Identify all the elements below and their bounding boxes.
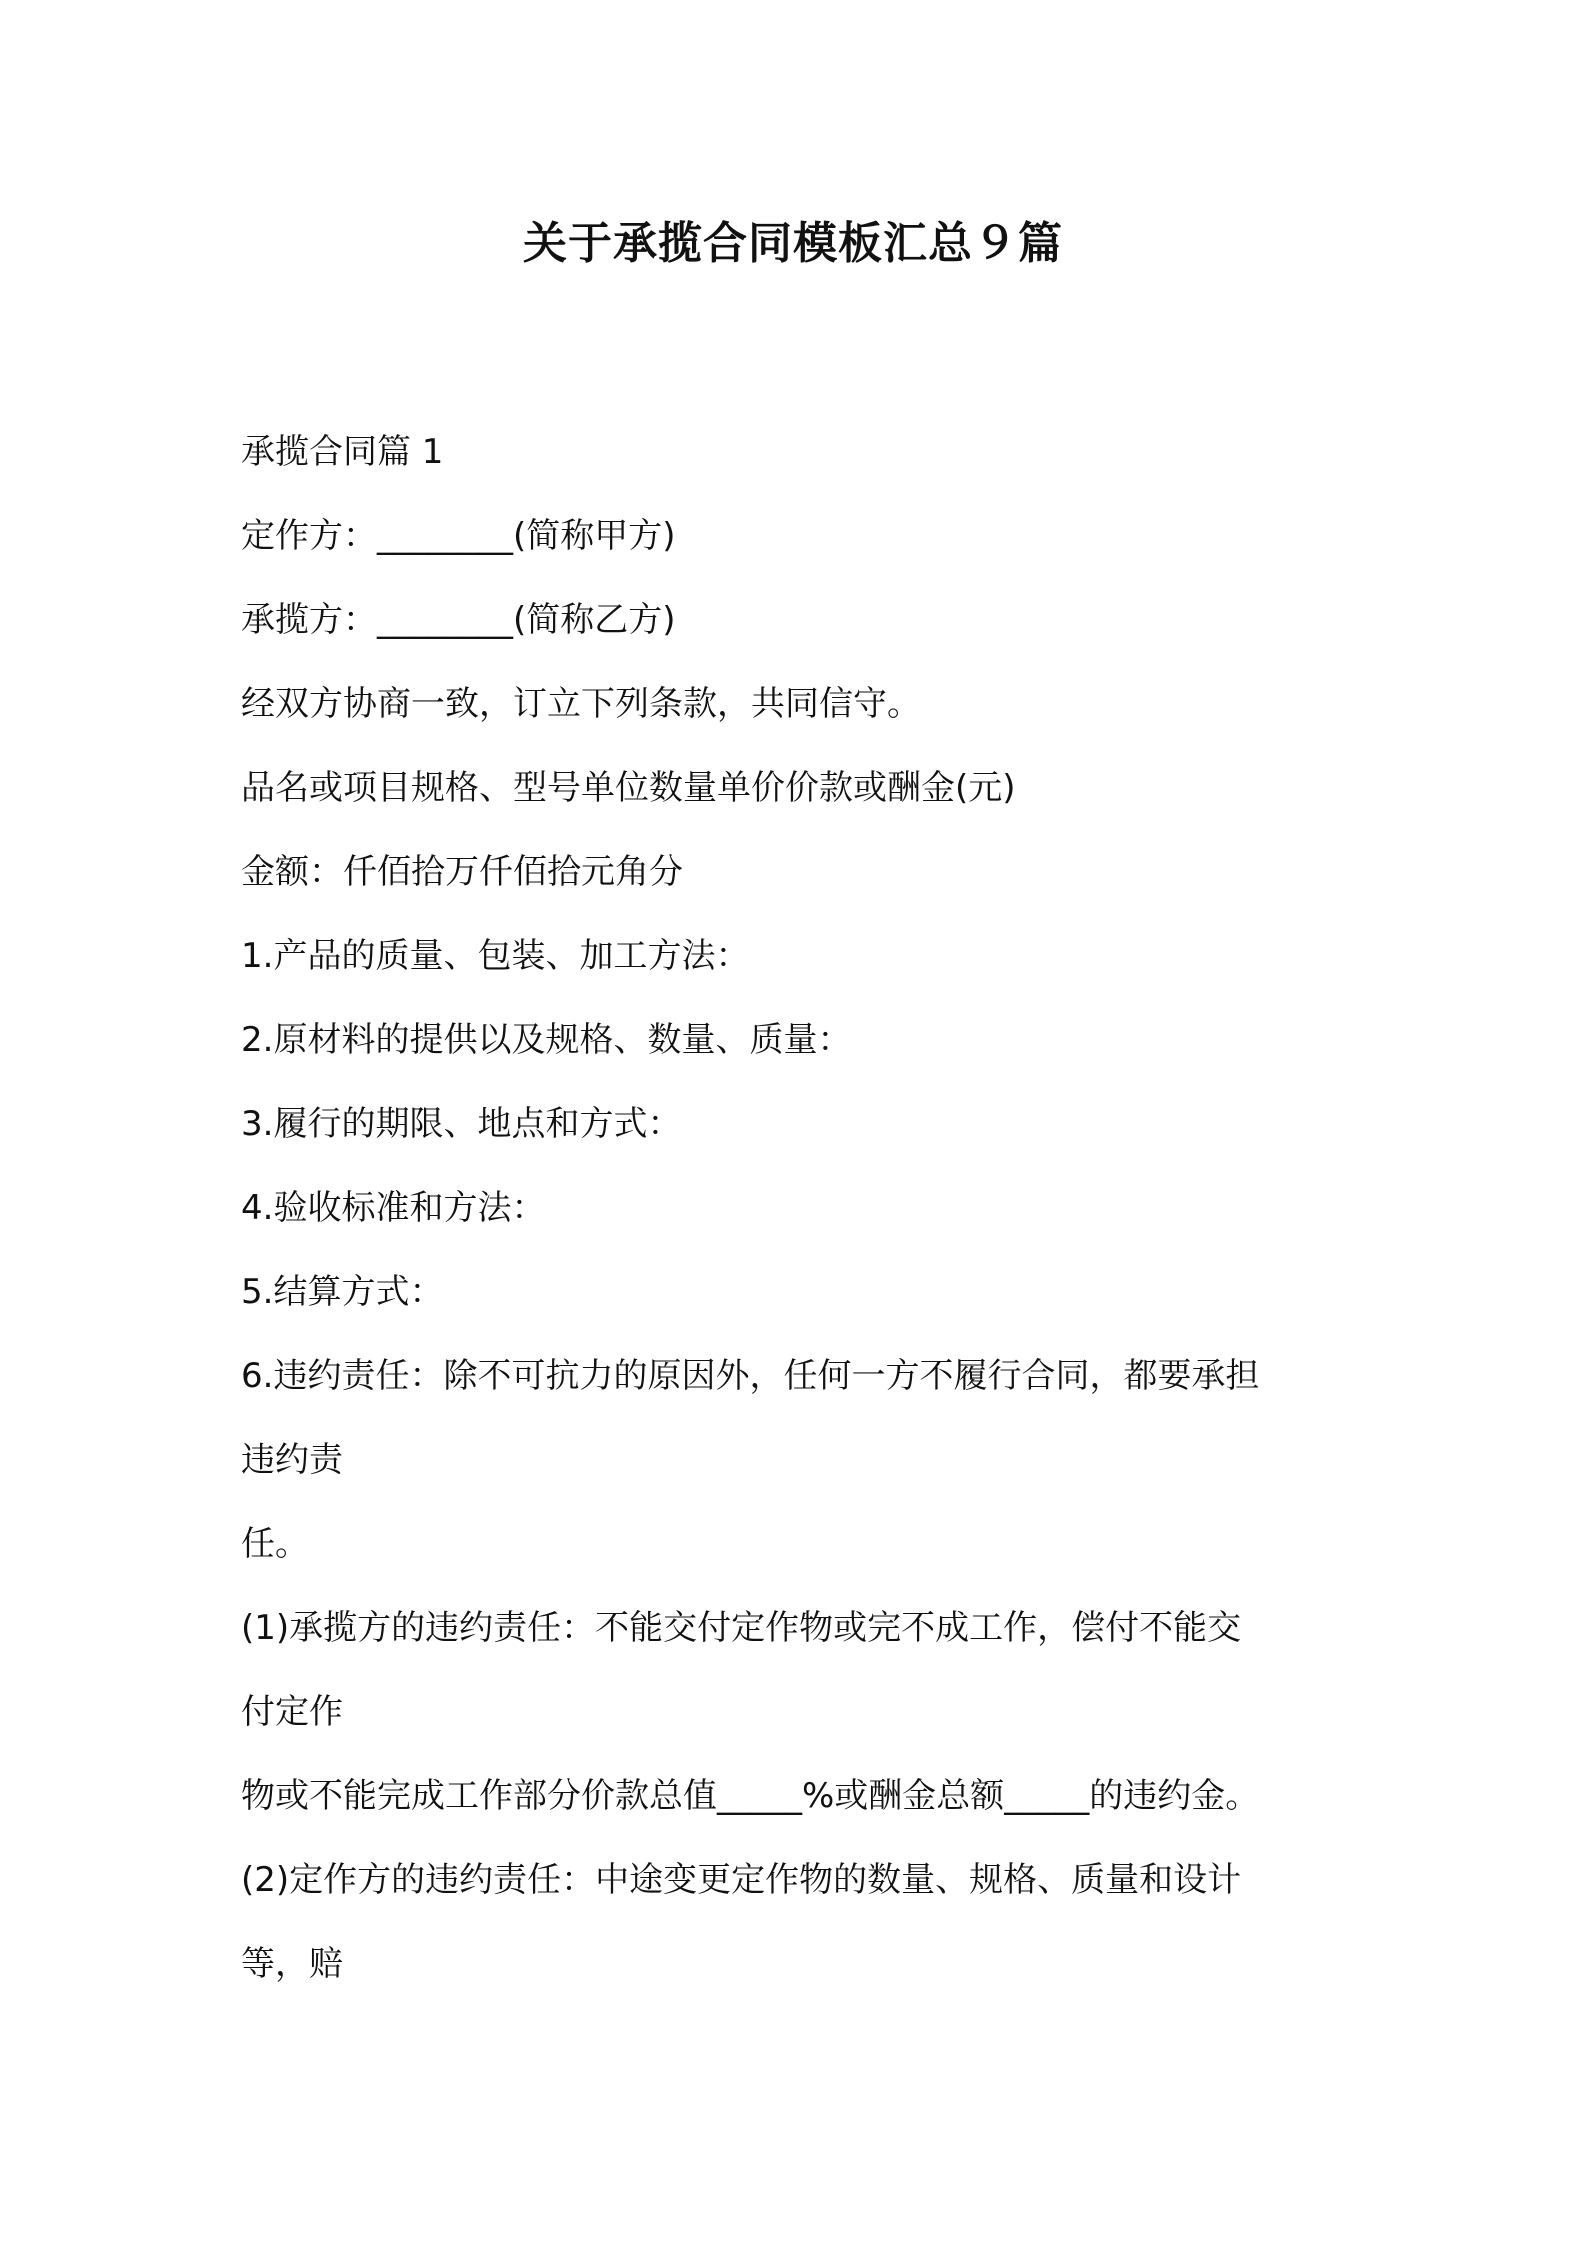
clause-4: 4.验收标准和方法：	[241, 1188, 546, 1228]
clause-2: 2.原材料的提供以及规格、数量、质量：	[241, 1020, 852, 1060]
clause-6-2: (2)定作方的违约责任：中途变更定作物的数量、规格、质量和设计	[241, 1860, 1242, 1900]
clause-6-1: (1)承揽方的违约责任：不能交付定作物或完不成工作，偿付不能交	[241, 1608, 1242, 1648]
clause-1: 1.产品的质量、包装、加工方法：	[241, 936, 750, 976]
document-title: 关于承揽合同模板汇总９篇	[523, 218, 1063, 269]
clause-6-continued: 违约责	[241, 1440, 343, 1480]
amount-line: 金额：仟佰拾万仟佰拾元角分	[241, 852, 683, 892]
clause-6-end: 任。	[241, 1524, 309, 1564]
clause-6-1-end: 物或不能完成工作部分价款总值_____%或酬金总额_____的违约金。	[241, 1776, 1260, 1816]
document-body	[241, 410, 1381, 2006]
section-heading: 承揽合同篇 1	[241, 432, 444, 472]
party-b-line: 承揽方：________(简称乙方)	[241, 600, 676, 640]
item-header-line: 品名或项目规格、型号单位数量单价价款或酬金(元)	[241, 768, 1016, 808]
clause-3: 3.履行的期限、地点和方式：	[241, 1104, 682, 1144]
clause-5: 5.结算方式：	[241, 1272, 444, 1312]
clause-6-1-continued: 付定作	[241, 1692, 343, 1732]
party-a-line: 定作方：________(简称甲方)	[241, 516, 676, 556]
clause-6-2-continued: 等，赔	[241, 1944, 343, 1984]
clause-6: 6.违约责任：除不可抗力的原因外，任何一方不履行合同，都要承担	[241, 1356, 1260, 1396]
agreement-line: 经双方协商一致，订立下列条款，共同信守。	[241, 684, 921, 724]
